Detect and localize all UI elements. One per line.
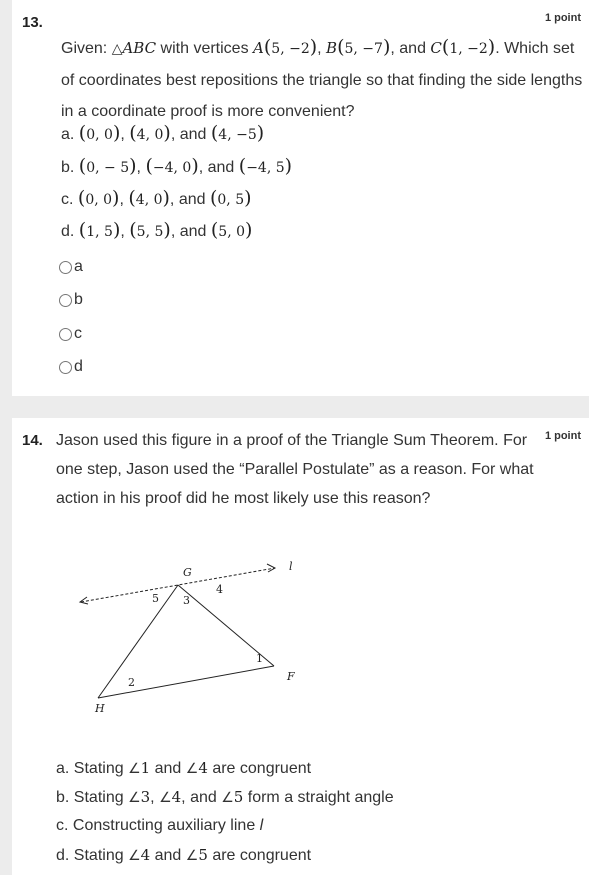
radio-option-c[interactable] xyxy=(59,325,82,343)
radio-option-a[interactable] xyxy=(59,258,83,276)
angle-label-2: 2 xyxy=(128,676,135,689)
radio-label: b xyxy=(74,291,83,308)
triangle-symbol: △ABC xyxy=(111,39,157,57)
choice-a: a. (0, 0), (4, 0), and (4, −5) xyxy=(61,122,265,144)
vertices-text: with vertices xyxy=(156,40,254,57)
radio-label: c xyxy=(74,325,82,342)
radio-circle-icon[interactable] xyxy=(59,361,72,374)
angle-label-5: 5 xyxy=(152,592,159,605)
choice-c: c. (0, 0), (4, 0), and (0, 5) xyxy=(61,187,252,209)
choice-c: c. Constructing auxiliary line l xyxy=(56,817,264,834)
radio-circle-icon[interactable] xyxy=(59,294,72,307)
radio-option-d[interactable] xyxy=(59,358,83,376)
angle-label-3: 3 xyxy=(183,594,190,607)
choice-d: d. Stating ∠4 and ∠5 are congruent xyxy=(56,846,312,864)
label-f: F xyxy=(287,670,295,683)
vertex-c: C(1, −2) xyxy=(430,36,496,58)
choice-a: a. Stating ∠1 and ∠4 are congruent xyxy=(56,759,312,777)
side-hf xyxy=(98,666,274,698)
radio-option-b[interactable] xyxy=(59,291,83,309)
angle-label-1: 1 xyxy=(256,652,263,665)
radio-circle-icon[interactable] xyxy=(59,261,72,274)
vertex-a: A(5, −2) xyxy=(253,36,318,58)
question-14-card xyxy=(12,418,589,875)
given-label: Given: xyxy=(61,40,112,57)
question-text: Jason used this figure in a proof of the Triangle Sum Theorem. For one step, Jason used the “Parallel Postulate” as a reason. For what action in his proof did he most likely use this reason? xyxy=(56,432,534,507)
question-13-card xyxy=(12,0,589,396)
question-number: 14. xyxy=(22,432,43,449)
choice-b: b. (0, − 5), (−4, 0), and (−4, 5) xyxy=(61,155,293,177)
question-text: Given: △ABC with vertices A(5, −2), B(5, −7), and C(1, −2). Which set of coordinates best repositions the triangle so that finding the side lengths in a coordinate proof is more convenient? xyxy=(61,36,583,120)
triangle-figure xyxy=(67,558,307,718)
radio-label: d xyxy=(74,358,83,375)
points-label: 1 point xyxy=(544,12,581,24)
points-label: 1 point xyxy=(544,430,581,442)
label-l: l xyxy=(289,560,293,573)
angle-label-4: 4 xyxy=(216,583,223,596)
radio-circle-icon[interactable] xyxy=(59,328,72,341)
side-gh xyxy=(98,585,178,698)
choice-d: d. (1, 5), (5, 5), and (5, 0) xyxy=(61,219,253,241)
radio-label: a xyxy=(74,258,83,275)
choice-b: b. Stating ∠3, ∠4, and ∠5 form a straight angle xyxy=(56,788,394,806)
vertex-b: B(5, −7) xyxy=(326,36,391,58)
label-h: H xyxy=(95,702,105,715)
label-g: G xyxy=(183,566,192,579)
question-number: 13. xyxy=(22,14,43,31)
